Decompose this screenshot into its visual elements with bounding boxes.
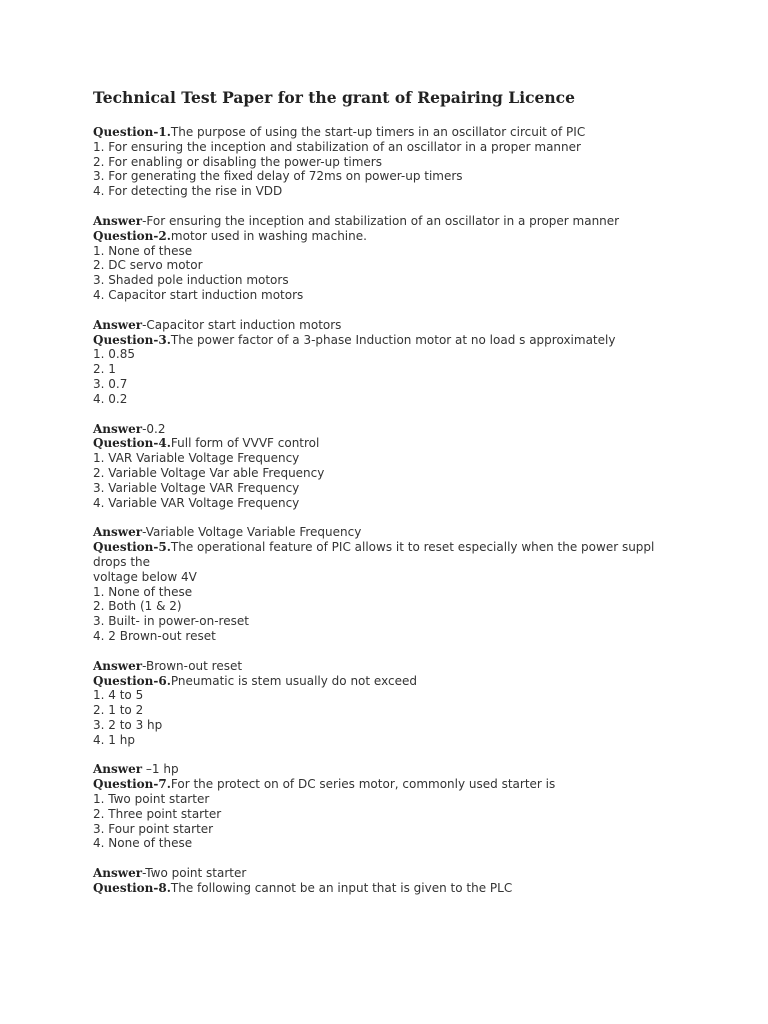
question-label: Question-8. [93,881,171,896]
option-item: 3. Shaded pole induction motors [93,273,289,288]
question-label: Question-4. [93,436,171,451]
option-item: 4. Variable VAR Voltage Frequency [93,495,300,510]
page-title: Technical Test Paper for the grant of Repairing Licence [93,88,575,107]
option-item: 2. Variable Voltage Var able Frequency [93,465,325,480]
option-item: 4. Capacitor start induction motors [93,287,304,302]
option-item: 1. Two point starter [93,792,210,807]
option-item: 2. Three point starter [93,806,222,821]
question-label: Question-6. [93,673,171,688]
question-block [93,318,733,407]
option-item: 2. For enabling or disabling the power-up timers [93,154,382,169]
answer-line [93,866,733,881]
document-page [93,87,733,911]
question-block [93,422,733,511]
option-item: 2. 1 [93,362,116,377]
question-text: motor used in washing machine. [170,228,367,243]
answer-label: Answer [93,866,143,881]
question-block [93,214,733,303]
answer-line [93,525,733,540]
question-block [93,762,733,851]
question-line [93,436,733,451]
question-continuation: drops the [93,554,151,569]
answer-line [93,659,733,674]
question-continuation: voltage below 4V [93,569,197,584]
answer-text: –1 hp [142,762,179,777]
question-line [93,125,733,140]
option-item: 4. For detecting the rise in VDD [93,184,283,199]
answer-line [93,214,733,229]
answer-label: Answer [93,762,143,777]
option-item: 2. Both (1 & 2) [93,599,182,614]
answer-text: -Variable Voltage Variable Frequency [142,525,362,540]
option-item: 3. For generating the fixed delay of 72ms on power-up timers [93,169,463,184]
question-label: Question-7. [93,777,171,792]
question-text: The operational feature of PIC allows it to reset especially when the power suppl [170,540,655,555]
question-line [93,229,733,244]
option-item: 4. 1 hp [93,732,135,747]
option-item: 4. 2 Brown-out reset [93,628,216,643]
option-item: 3. Variable Voltage VAR Frequency [93,480,300,495]
question-text: Full form of VVVF control [170,436,320,451]
answer-text: -0.2 [142,421,166,436]
option-item: 3. 0.7 [93,376,128,391]
option-item: 3. Four point starter [93,821,214,836]
question-label: Question-1. [93,125,171,139]
question-line [93,333,733,348]
question-label: Question-2. [93,228,171,243]
question-line [93,674,733,689]
question-block [93,125,733,199]
option-item: 3. Built- in power-on-reset [93,614,249,629]
answer-label: Answer [93,213,143,228]
question-text: Pneumatic is stem usually do not exceed [170,673,417,688]
question-line [93,777,733,792]
answer-label: Answer [93,421,143,436]
question-text: The following cannot be an input that is given to the PLC [170,881,513,896]
answer-text: -Two point starter [142,866,247,881]
answer-text: -Brown-out reset [142,658,243,673]
option-item: 1. None of these [93,243,193,258]
question-block [93,525,733,643]
question-list [93,125,733,896]
question-label: Question-3. [93,332,171,347]
answer-label: Answer [93,317,143,332]
option-item: 3. 2 to 3 hp [93,717,163,732]
option-item: 1. 0.85 [93,347,135,362]
question-text: The power factor of a 3-phase Induction motor at no load s approximately [170,332,616,347]
question-line [93,881,733,896]
option-item: 1. For ensuring the inception and stabilization of an oscillator in a proper manner [93,139,581,154]
question-block [93,659,733,748]
option-item: 4. 0.2 [93,391,128,406]
option-item: 1. None of these [93,584,193,599]
option-item: 2. DC servo motor [93,258,203,273]
option-item: 1. VAR Variable Voltage Frequency [93,451,300,466]
option-item: 2. 1 to 2 [93,703,144,718]
question-block [93,866,733,896]
question-label: Question-5. [93,540,171,555]
answer-text: -For ensuring the inception and stabilization of an oscillator in a proper manner [142,213,620,228]
answer-label: Answer [93,525,143,540]
question-text: The purpose of using the start-up timers in an oscillator circuit of PIC [170,125,586,139]
answer-line [93,318,733,333]
option-item: 4. None of these [93,836,193,851]
question-line [93,540,733,555]
answer-line [93,422,733,437]
answer-line [93,762,733,777]
answer-label: Answer [93,658,143,673]
answer-text: -Capacitor start induction motors [142,317,342,332]
option-item: 1. 4 to 5 [93,688,144,703]
question-text: For the protect on of DC series motor, commonly used starter is [170,777,556,792]
